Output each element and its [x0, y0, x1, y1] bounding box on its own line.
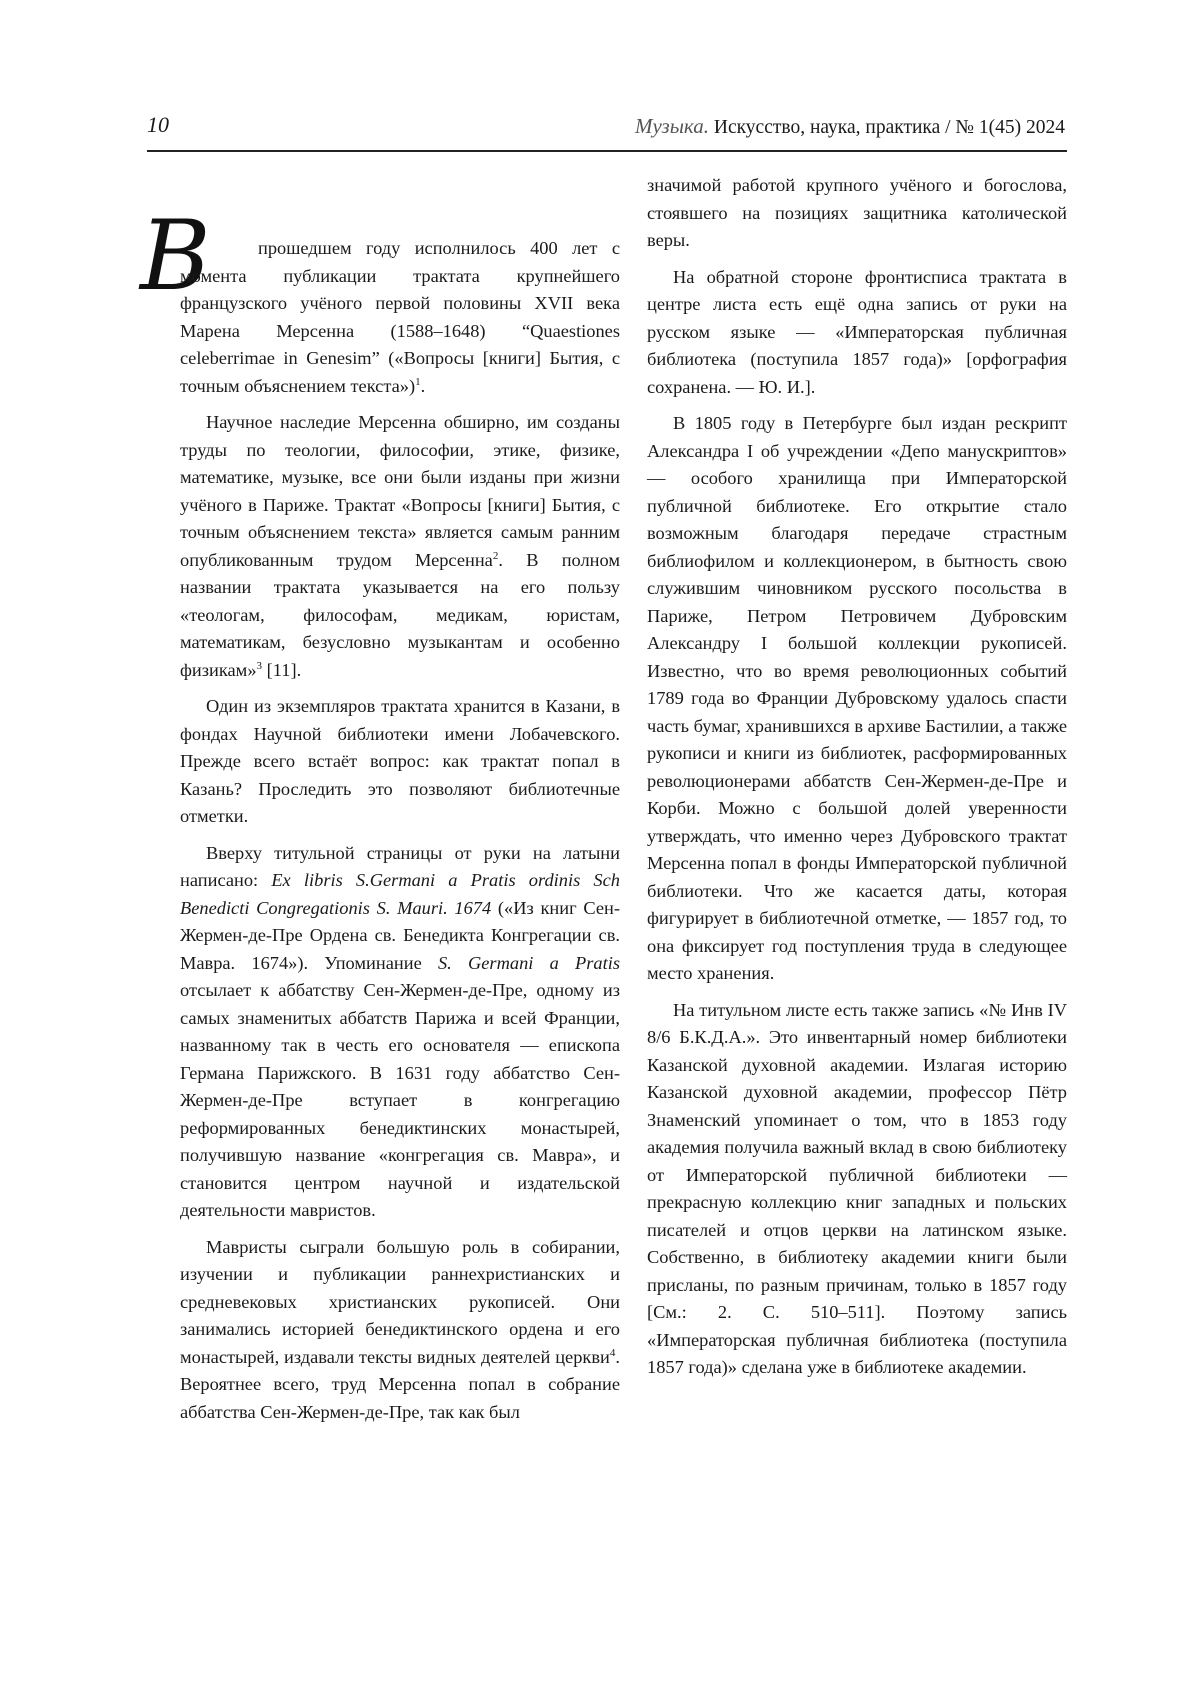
journal-title — [635, 114, 1065, 139]
text: Мавристы сыграли большую роль в собирании, изучении и публикации раннехристианских и средневековых христианских рукописей. Они занимались историей бенедиктинского ордена и его монастырей, издавали тексты видных деятелей церкви — [180, 1236, 620, 1367]
running-header — [147, 110, 1067, 152]
intro-end: . — [420, 375, 426, 396]
journal-logo: Музыка. — [634, 114, 709, 138]
latin-inscription: Ex libris S.Germani a Pratis ordinis Sch Benedicti Congregationis S. Mauri. 1674 — [180, 870, 620, 918]
paragraph: На обратной стороне фронтисписа трактата в центре листа есть ещё одна запись от руки на русском языке — «Императорская публичная библиотека (поступила 1857 года)» [орфография сохранена. — Ю. И.]. — [647, 266, 1067, 397]
text: . Вероятнее всего, труд Мерсенна попал в собрание аббатства Сен-Жермен-де-Пре, так как был — [180, 1346, 620, 1422]
paragraph-intro — [180, 235, 620, 400]
text: («Из книг Сен-Жермен-де-Пре Ордена св. Бенедикта Конгрегации св. Мавра. 1674»). Упоминание — [180, 897, 620, 973]
left-column — [180, 235, 620, 1435]
text: Вверху титульной страницы от руки на латыни написано: — [180, 842, 620, 890]
paragraph: В 1805 году в Петербурге был издан рескрипт Александра I об учреждении «Депо манускриптов» — особого хранилища при Императорской публичной библиотеке. Его открытие стало возможным благодаря передаче страстным библиофилом и коллекционером, в бытность свою служившим чиновником русского посольства в Париже, Петром Петровичем Дубровским Александру I большой коллекции рукописей. Известно, что во время революционных событий 1789 года во Франции Дубровскому удалось спасти часть бумаг, хранившихся в архиве Бастилии, а также рукописи и книги из библиотек, расформированных революционерами аббатств Сен-Жермен-де-Пре и Корби. Можно с большой долей уверенности утверждать, что именно через Дубровского трактат Мерсенна попал в фонды Императорской публичной библиотеки. Что же касается даты, которая фигурирует в библиотечной отметке, — 1857 год, то она фиксирует год поступления труда в следующее место хранения. — [647, 413, 1067, 983]
footnote-ref: 1 — [415, 375, 421, 388]
paragraph: Один из экземпляров трактата хранится в Казани, в фондах Научной библиотеки имени Лобачевского. Прежде всего встаёт вопрос: как трактат попал в Казань? Проследить это позволяют библиотечные отметки. — [180, 696, 620, 826]
paragraph — [180, 1234, 620, 1427]
intro-text: прошедшем году исполнилось 400 лет с момента публикации трактата крупнейшего французского учёного первой половины XVII века Марена Мерсенна (1588–1648) “Quaestiones celeberrimae in Genesim” («Вопросы [книги] Бытия, с точным объяснением текста») — [180, 238, 620, 396]
paragraph: На титульном листе есть также запись «№ Инв IV 8/6 Б.К.Д.А.». Это инвентарный номер библиотеки Казанской духовной академии. Излагая историю Казанской духовной академии, профессор Пётр Знаменский упоминает о том, что в 1853 году академия получила важный вклад в свою библиотеку от Императорской публичной библиотеки — прекрасную коллекцию книг западных и польских писателей и отцов церкви на латинском языке. Собственно, в библиотеку академии книги были присланы, по разным причинам, только в 1857 году [См.: 2. С. 510–511]. Поэтому запись «Императорская публичная библиотека (поступила 1857 года)» сделана уже в библиотеке академии. — [647, 999, 1067, 1377]
paragraph — [180, 409, 620, 684]
paragraph: значимой работой крупного учёного и богослова, стоявшего на позициях защитника католической веры. — [647, 175, 1067, 250]
drop-cap: В — [140, 200, 211, 312]
right-column — [647, 172, 1067, 1391]
paragraph — [180, 840, 620, 1225]
text: . В полном названии трактата указывается на его пользу «теологам, философам, медикам, юристам, математикам, безусловно музыкантам и особенно физикам» — [180, 549, 620, 680]
footnote-ref: 3 — [256, 659, 263, 672]
text: отсылает к аббатству Сен-Жермен-де-Пре, одному из самых знаменитых аббатств Парижа и всей Франции, названному так в честь его основателя — епископа Германа Парижского. В 1631 году аббатство Сен-Жермен-де-Пре вступает в конгрегацию реформированных бенедиктинских монастырей, получившую название «конгрегация св. Мавра», и становится центром научной и издательской деятельности мавристов. — [180, 980, 620, 1220]
text: [11]. — [262, 659, 302, 680]
footnote-ref: 4 — [609, 1346, 616, 1359]
page-number: 10 — [147, 112, 169, 137]
latin-term: S. Germani a Pratis — [437, 952, 620, 973]
journal-issue: Искусство, наука, практика / № 1(45) 2024 — [713, 117, 1065, 138]
footnote-ref: 2 — [492, 549, 499, 562]
text: Научное наследие Мерсенна обширно, им созданы труды по теологии, философии, этике, физике, математике, музыке, все они были изданы при жизни учёного в Париже. Трактат «Вопросы [книги] Бытия, с точным объяснением текста» является самым ранним опубликованным трудом Мерсенна — [180, 412, 620, 570]
